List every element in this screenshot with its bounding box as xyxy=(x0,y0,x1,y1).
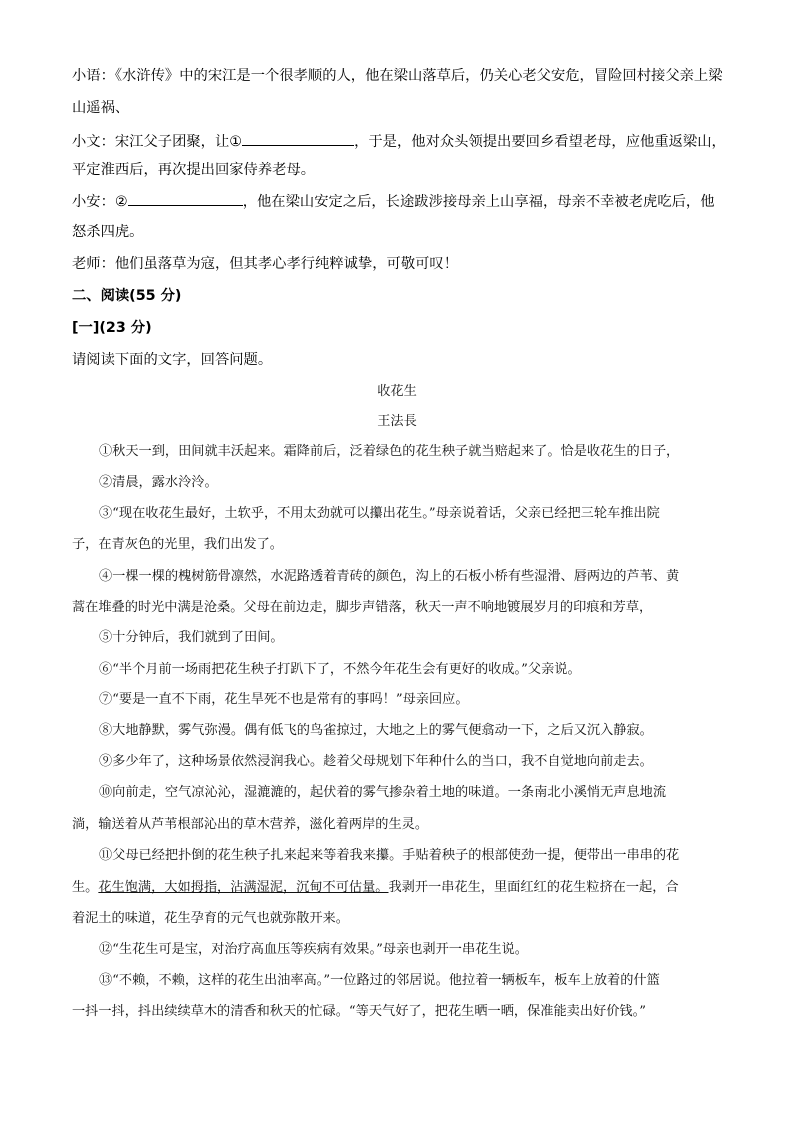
article-line: 蒿在堆叠的时光中满是沧桑。父母在前边走，脚步声错落，秋天一声不响地镀展岁月的印痕和芳草， xyxy=(72,600,653,615)
xiaowen-suffix: ，于是，他对众头领提出要回乡看望老母，应他重返梁山， xyxy=(354,134,726,150)
dialogue-xiaowen-line1 xyxy=(72,130,726,152)
article-line: ⑩向前走，空气凉沁沁，湿漉漉的，起伏着的雾气掺杂着土地的味道。一条南北小溪悄无声息地流 xyxy=(99,785,667,800)
article-para13-line2: 一抖一抖，抖出续续草木的清香和秋天的忙碌。“等天气好了，把花生晒一晒，保准能卖出好价钱。” xyxy=(72,1004,646,1019)
dialogue-teacher: 老师：他们虽落草为寇，但其孝心孝行纯粹诚挚，可敬可叹！ xyxy=(72,256,459,272)
article-para11-line2 xyxy=(72,878,679,898)
dialogue-xiaowen-line2: 平定淮西后，再次提出回家侍养老母。 xyxy=(72,162,316,178)
article-para12: ⑫“生花生可是宝，对治疗高血压等疾病有效果。”母亲也剥开一串花生说。 xyxy=(99,942,528,957)
section-heading: 二、阅读(55 分) xyxy=(72,288,182,304)
xiaowen-prefix: 小文：宋江父子团聚，让① xyxy=(72,134,243,150)
dialogue-xiaoyu-line1: 小语：《水浒传》中的宋江是一个很孝顺的人，他在梁山落草后，仍关心老父安危，冒险回村接父亲上梁 xyxy=(72,68,723,84)
article-para11-line3: 着泥土的味道，花生孕育的元气也就弥散开来。 xyxy=(72,911,349,926)
para11-tail: 我剥开一串花生，里面红红的花生粒挤在一起，合 xyxy=(388,880,679,895)
article-line: ⑨多少年了，这种场景依然浸润我心。趁着父母规划下年种什么的当口，我不自觉地向前走去。 xyxy=(99,754,653,769)
article-line: 淌，输送着从芦苇根部沁出的草木营养，滋化着两岸的生灵。 xyxy=(72,817,429,832)
answer-blank-1[interactable] xyxy=(242,130,354,146)
article-line: 子，在青灰色的光里，我们出发了。 xyxy=(72,537,283,552)
article-line: ①秋天一到，田间就丰沃起来。霜降前后，泛着绿色的花生秧子就当赔起来了。恰是收花生的日子， xyxy=(99,444,680,459)
underlined-sentence: 花生饱满，大如拇指，沾满湿泥，沉甸不可估量。 xyxy=(98,880,389,895)
article-line: ③“现在收花生最好，土软乎，不用太劲就可以攥出花生。”母亲说着话，父亲已经把三轮车推出院 xyxy=(99,506,660,521)
article-line: ⑥“半个月前一场雨把花生秧子打趴下了，不然今年花生会有更好的收成。”父亲说。 xyxy=(99,662,581,677)
answer-blank-2[interactable] xyxy=(128,190,243,206)
article-title: 收花生 xyxy=(377,384,417,399)
article-line: ②清晨，露水泠泠。 xyxy=(99,475,218,490)
article-line: ⑤十分钟后，我们就到了田间。 xyxy=(99,630,284,645)
dialogue-xiaoyu-line2: 山遥祸、 xyxy=(72,100,130,116)
dialogue-xiaoan-line1 xyxy=(72,190,715,212)
dialogue-xiaoan-line2: 怒杀四虎。 xyxy=(72,224,144,240)
article-line: ⑦“要是一直不下雨，花生旱死不也是常有的事吗！”母亲回应。 xyxy=(99,692,469,707)
article-para11-line1: ⑪父母已经把扑倒的花生秧子扎来起来等着我来攥。手贴着秧子的根部使劲一提，便带出一串串的花 xyxy=(99,848,680,863)
xiaoan-prefix: 小安：② xyxy=(72,194,128,210)
article-line: ⑧大地静默，雾气弥漫。偶有低飞的鸟雀掠过，大地之上的雾气便翕动一下，之后又沉入静寂。 xyxy=(99,723,653,738)
article-line: ④一棵一棵的槐树筋骨凛然，水泥路透着青砖的颜色，沟上的石板小桥有些湿滑、唇两边的芦苇、黄 xyxy=(99,569,680,584)
xiaoan-suffix: ，他在梁山安定之后，长途跋涉接母亲上山享福，母亲不幸被老虎吃后，他 xyxy=(242,194,715,210)
article-para13-line1: ⑬“不赖，不赖，这样的花生出油率高。”一位路过的邻居说。他拉着一辆板车，板车上放着的什篮 xyxy=(99,973,660,988)
reading-instruction: 请阅读下面的文字，回答问题。 xyxy=(72,352,273,368)
article-author: 王法長 xyxy=(377,414,417,429)
para11-lead: 生。 xyxy=(72,880,99,895)
sub-heading: [一](23 分) xyxy=(72,320,152,336)
